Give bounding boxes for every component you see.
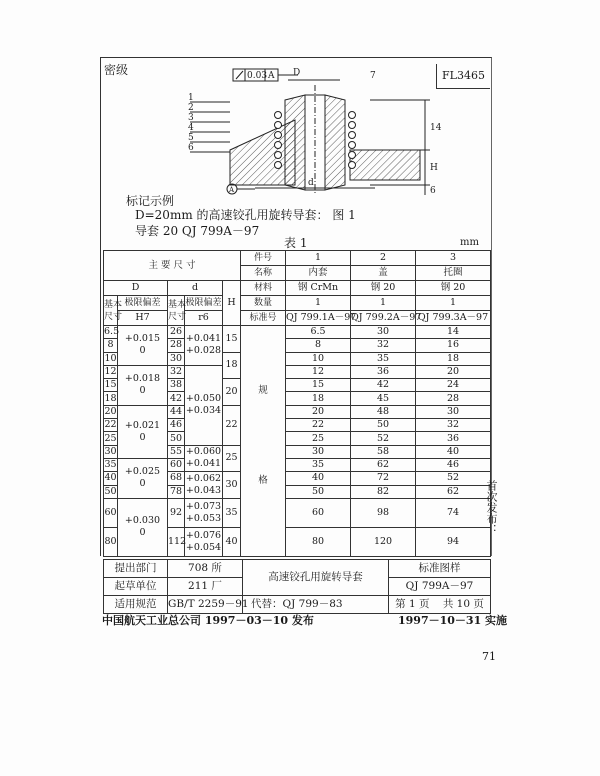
- dim-H-label: H: [430, 163, 438, 173]
- item3-spec-cell: 28: [416, 392, 491, 405]
- d-size-cell: 68: [168, 472, 185, 485]
- item2-spec-cell: 30: [351, 326, 416, 339]
- item-cell: 盖: [351, 266, 416, 281]
- d-size-cell: 44: [168, 405, 185, 418]
- callout-5: 5: [188, 133, 194, 143]
- d-tolerance-cell-lower: +0.034: [185, 405, 222, 417]
- item1-spec-cell: 30: [286, 445, 351, 458]
- D-tolerance-cell-lower: 0: [139, 385, 146, 397]
- D-size-cell: 60: [104, 498, 118, 527]
- applicable-value: GB/T 2259－91: [168, 596, 243, 614]
- item3-spec-cell: 94: [416, 527, 491, 556]
- table-unit: mm: [460, 237, 479, 248]
- item1-spec-cell: 60: [286, 498, 351, 527]
- spec-label-lower: 格: [258, 475, 268, 486]
- item2-spec-cell: 52: [351, 432, 416, 445]
- item2-spec-cell: 98: [351, 498, 416, 527]
- item1-spec-cell: 18: [286, 392, 351, 405]
- d-tolerance-cell-upper: +0.050: [185, 393, 222, 405]
- H-cell: 18: [223, 352, 241, 379]
- item-row-label: 名称: [241, 266, 286, 281]
- replaces: 代替：QJ 799－83: [243, 596, 389, 614]
- item3-spec-cell: 52: [416, 472, 491, 485]
- d-size-cell: 92: [168, 498, 185, 527]
- item3-spec-cell: 62: [416, 485, 491, 498]
- d-tolerance-cell: [185, 365, 223, 445]
- D-header: D: [104, 281, 168, 296]
- item3-spec-cell: 18: [416, 352, 491, 365]
- callout-3: 3: [188, 113, 194, 123]
- r6-header: r6: [185, 311, 223, 326]
- d-basic-size-header-upper: 基本: [168, 299, 187, 310]
- H7-header: H7: [118, 311, 168, 326]
- spec-label-upper: 规: [258, 385, 268, 396]
- table-header-row: [104, 311, 491, 326]
- implementation-date: 1997－10－31 实施: [398, 614, 508, 627]
- d-header: d: [168, 281, 223, 296]
- table-row: [104, 365, 491, 378]
- item-cell: QJ 799.2A－97: [351, 311, 416, 326]
- table-row: [104, 498, 491, 527]
- item2-spec-cell: 72: [351, 472, 416, 485]
- D-tolerance-cell-lower: 0: [139, 527, 146, 539]
- item1-spec-cell: 40: [286, 472, 351, 485]
- d-tolerance-cell: [185, 527, 223, 556]
- table-row: [104, 458, 491, 471]
- d-tolerance-cell-upper: +0.062: [185, 473, 222, 485]
- item1-spec-cell: 22: [286, 419, 351, 432]
- callout-7: 7: [370, 71, 376, 81]
- D-size-cell: 50: [104, 485, 117, 497]
- marking-example-title: 标记示例: [126, 194, 175, 208]
- item1-spec-cell: 8: [286, 339, 351, 352]
- main-dimensions-header: 主 要 尺 寸: [104, 251, 241, 281]
- D-tolerance-cell-upper: +0.015: [124, 333, 161, 345]
- item3-spec-cell: 32: [416, 419, 491, 432]
- datum-A-symbol: A: [229, 186, 235, 194]
- item3-spec-cell: 36: [416, 432, 491, 445]
- item3-spec-cell: 16: [416, 339, 491, 352]
- D-tolerance-cell-lower: 0: [139, 345, 146, 357]
- spec-label: [241, 326, 286, 557]
- item1-spec-cell: 80: [286, 527, 351, 556]
- D-size-cell: 30: [104, 445, 117, 457]
- D-tolerance-cell: [118, 405, 168, 458]
- drafter-label: 起草单位: [104, 578, 168, 596]
- proposer-value: 708 所: [168, 560, 243, 578]
- D-size-cell: 12: [104, 366, 117, 378]
- item2-spec-cell: 45: [351, 392, 416, 405]
- item-row-label: 数量: [241, 296, 286, 311]
- marking-example-line-1: D=20mm 的高速铰孔用旋转导套： 图 1: [135, 208, 356, 222]
- item2-spec-cell: 42: [351, 379, 416, 392]
- technical-drawing: [190, 60, 450, 200]
- item3-spec-cell: 30: [416, 405, 491, 418]
- secret-level: 密级: [104, 63, 129, 77]
- item1-spec-cell: 35: [286, 458, 351, 471]
- D-size-cell: 80: [104, 527, 118, 556]
- D-size-cell: 15: [104, 379, 117, 391]
- item1-spec-cell: 25: [286, 432, 351, 445]
- item3-spec-cell: 20: [416, 365, 491, 378]
- dimension-table: [103, 250, 491, 557]
- item2-spec-cell: 82: [351, 485, 416, 498]
- item-cell: QJ 799.3A－97: [416, 311, 491, 326]
- D-tolerance-cell: [118, 326, 168, 366]
- dim-14-label: 14: [430, 123, 442, 133]
- first-publication-note: 首次发布：: [485, 480, 498, 535]
- d-size-cell: 42: [168, 392, 185, 405]
- item3-spec-cell: 14: [416, 326, 491, 339]
- d-tolerance-cell-lower: +0.053: [185, 512, 222, 524]
- D-tolerance-cell: [118, 458, 168, 498]
- H-cell: 15: [223, 326, 241, 353]
- d-limit-dev-header: 极限偏差: [185, 296, 223, 311]
- item2-spec-cell: 120: [351, 527, 416, 556]
- D-basic-size-header: [104, 296, 123, 326]
- d-size-cell: 60: [168, 458, 185, 471]
- standard-title: 高速铰孔用旋转导套: [243, 560, 389, 596]
- item2-spec-cell: 35: [351, 352, 416, 365]
- issuer-line: 中国航天工业总公司 1997－03－10 发布: [102, 614, 314, 627]
- D-tolerance-cell-upper: +0.030: [124, 515, 161, 527]
- d-size-cell: 112: [168, 527, 185, 556]
- item-cell: 内套: [286, 266, 351, 281]
- callout-1: 1: [188, 93, 194, 103]
- d-tolerance-cell-upper: +0.073: [185, 500, 222, 512]
- H-cell: 30: [223, 472, 241, 499]
- drafter-value: 211 厂: [168, 578, 243, 596]
- standard-drawing-label: 标准图样: [389, 560, 491, 578]
- item3-spec-cell: 74: [416, 498, 491, 527]
- D-tolerance-cell-lower: 0: [139, 431, 146, 443]
- item2-spec-cell: 58: [351, 445, 416, 458]
- callout-4: 4: [188, 123, 194, 133]
- item1-spec-cell: 15: [286, 379, 351, 392]
- D-size-cell: 8: [104, 339, 118, 352]
- item-cell: 2: [351, 251, 416, 266]
- callout-2: 2: [188, 103, 194, 113]
- d-tolerance-cell-upper: +0.076: [185, 529, 222, 541]
- H-cell: 25: [223, 445, 241, 472]
- D-size-cell: 6.5: [104, 326, 120, 338]
- D-basic-size-header-lower: 尺寸: [104, 311, 123, 322]
- item2-spec-cell: 36: [351, 365, 416, 378]
- D-tolerance-cell-upper: +0.018: [124, 373, 161, 385]
- D-size-cell: 22: [104, 419, 117, 431]
- D-tolerance-cell-lower: 0: [139, 478, 146, 490]
- d-size-cell: 28: [168, 339, 185, 352]
- item-cell: QJ 799.1A－97: [286, 311, 351, 326]
- D-size-cell: 18: [104, 392, 117, 404]
- d-size-cell: 38: [168, 379, 185, 392]
- d-size-cell: 50: [168, 432, 185, 445]
- table-header-row: [104, 296, 491, 311]
- d-size-cell: 26: [168, 326, 185, 339]
- table-row: [104, 326, 491, 339]
- item1-spec-cell: 20: [286, 405, 351, 418]
- H-cell: 20: [223, 379, 241, 406]
- proposer-label: 提出部门: [104, 560, 168, 578]
- d-tolerance-cell: [185, 445, 223, 472]
- d-basic-size-header-lower: 尺寸: [168, 311, 187, 322]
- item-row-label: 材料: [241, 281, 286, 296]
- d-size-cell: 55: [168, 445, 185, 458]
- item2-spec-cell: 62: [351, 458, 416, 471]
- D-size-cell: 25: [104, 432, 117, 444]
- item2-spec-cell: 32: [351, 339, 416, 352]
- D-tolerance-cell-upper: +0.021: [124, 419, 161, 431]
- d-tolerance-cell-lower: +0.054: [185, 541, 222, 553]
- item3-spec-cell: 24: [416, 379, 491, 392]
- item-cell: 3: [416, 251, 491, 266]
- d-tolerance-cell: [185, 326, 223, 366]
- item1-spec-cell: 12: [286, 365, 351, 378]
- d-tolerance-cell-lower: +0.041: [185, 458, 222, 470]
- item3-spec-cell: 46: [416, 458, 491, 471]
- dim-d-label: d: [308, 178, 314, 188]
- D-tolerance-cell: [118, 498, 168, 556]
- dim-6-label: 6: [430, 186, 436, 196]
- D-size-cell: 20: [104, 405, 117, 417]
- d-size-cell: 78: [168, 485, 185, 498]
- item1-spec-cell: 6.5: [286, 326, 351, 339]
- d-basic-size-header: [168, 296, 185, 326]
- d-size-cell: 30: [168, 352, 185, 365]
- D-tolerance-cell-upper: +0.025: [124, 466, 161, 478]
- applicable-label: 适用规范: [104, 596, 168, 614]
- D-limit-dev-header: 极限偏差: [118, 296, 168, 311]
- H-cell: 40: [223, 527, 241, 556]
- d-tolerance-cell-lower: +0.028: [185, 345, 222, 357]
- d-size-cell: 46: [168, 419, 185, 432]
- document-code: FL3465: [436, 64, 490, 89]
- standard-number: QJ 799A－97: [389, 578, 491, 596]
- item-cell: 1: [416, 296, 491, 311]
- page-total: 共 10 页: [442, 598, 484, 610]
- datum-label: A: [268, 71, 275, 81]
- D-size-cell: 40: [104, 472, 117, 484]
- item3-spec-cell: 40: [416, 445, 491, 458]
- item-cell: 1: [351, 296, 416, 311]
- D-tolerance-cell: [118, 365, 168, 405]
- callout-6: 6: [188, 143, 194, 153]
- item-cell: 1: [286, 251, 351, 266]
- page-current: 第 1 页: [395, 598, 430, 610]
- H-cell: 35: [223, 498, 241, 527]
- D-basic-size-header-upper: 基本: [104, 299, 123, 310]
- item-cell: 托圈: [416, 266, 491, 281]
- d-tolerance-cell: [185, 498, 223, 527]
- table-row: [104, 405, 491, 418]
- tolerance-value: 0.03: [247, 71, 268, 81]
- item-cell: 钢 20: [416, 281, 491, 296]
- footer-title-block: [103, 559, 491, 614]
- item-cell: 钢 20: [351, 281, 416, 296]
- page-info: [389, 596, 491, 614]
- item2-spec-cell: 50: [351, 419, 416, 432]
- H-header: H: [223, 281, 241, 326]
- d-tolerance-cell-upper: +0.041: [185, 333, 222, 345]
- item-cell: 钢 CrMn: [286, 281, 351, 296]
- item1-spec-cell: 10: [286, 352, 351, 365]
- D-size-cell: 10: [104, 352, 117, 364]
- marking-example-line-2: 导套 20 QJ 799A－97: [135, 224, 260, 238]
- d-tolerance-cell: [185, 472, 223, 499]
- item-cell: 1: [286, 296, 351, 311]
- D-size-cell: 35: [104, 459, 117, 471]
- item-row-label: 标准号: [241, 311, 286, 326]
- d-size-cell: 32: [168, 365, 185, 378]
- table-title: 表 1: [284, 236, 308, 250]
- item2-spec-cell: 48: [351, 405, 416, 418]
- table-header-row: [104, 251, 491, 266]
- page-number: 71: [482, 650, 496, 663]
- item1-spec-cell: 50: [286, 485, 351, 498]
- d-tolerance-cell-upper: +0.060: [185, 446, 222, 458]
- item-row-label: 件号: [241, 251, 286, 266]
- table-header-row: [104, 281, 491, 296]
- dim-D-label: D: [293, 68, 301, 78]
- d-tolerance-cell-lower: +0.043: [185, 485, 222, 497]
- H-cell: 22: [223, 405, 241, 445]
